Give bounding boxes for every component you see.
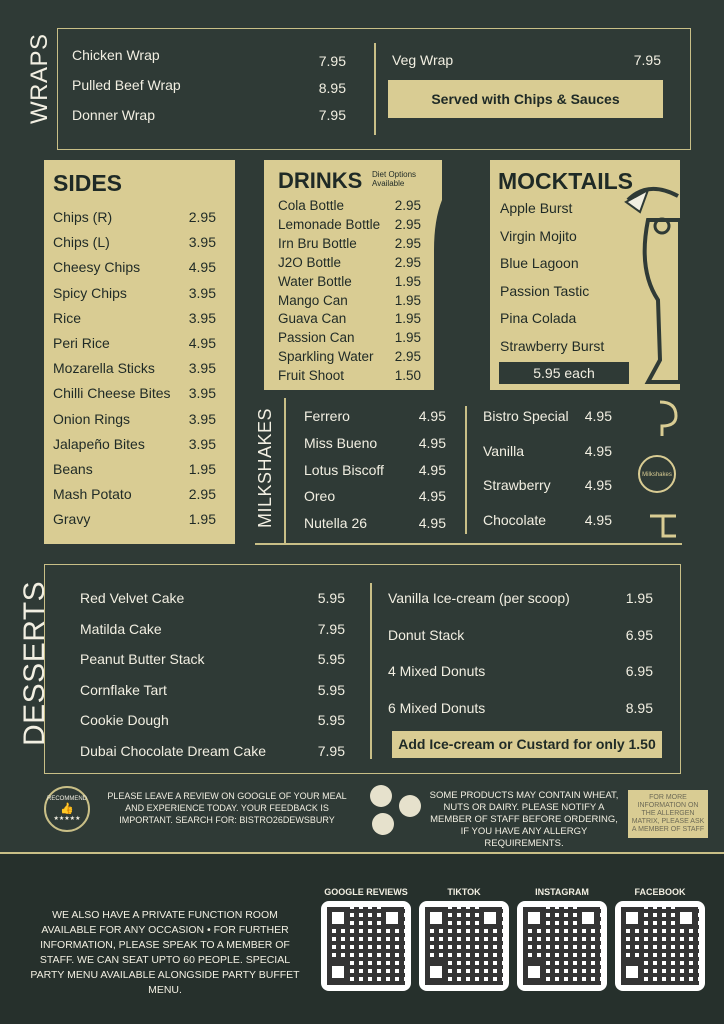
menu-item-name: Chips (R) xyxy=(53,209,113,225)
menu-item-price: 7.95 xyxy=(318,53,346,69)
function-room-text: WE ALSO HAVE A PRIVATE FUNCTION ROOM AVAILABLE FOR ANY OCCASION • FOR FURTHER INFORMATION, PLEASE SPEAK TO A MEMBER OF STAFF. WE CAN SEAT UPTO 60 PEOPLE. SPECIAL PARTY MENU AVAILABLE ALONGSIDE PARTY BUFFET MENU. xyxy=(30,909,300,996)
menu-item-name: Beans xyxy=(53,461,93,477)
menu-item-name: Strawberry xyxy=(483,477,551,493)
milkshakes-left-border xyxy=(284,398,286,544)
menu-item-name: Vanilla Ice-cream (per scoop) xyxy=(388,590,570,606)
menu-item-name: Blue Lagoon xyxy=(500,255,579,271)
sides-title: SIDES xyxy=(53,170,123,196)
milkshakes-bottom-border xyxy=(255,543,682,545)
desserts-section xyxy=(44,564,681,774)
menu-item-name: Red Velvet Cake xyxy=(80,590,185,606)
menu-item-price: 7.95 xyxy=(317,743,345,759)
qr-code-image xyxy=(615,901,705,991)
sides-section xyxy=(44,160,235,544)
qr-pattern xyxy=(621,907,699,985)
qr-finder xyxy=(425,961,447,983)
menu-item-price: 5.95 xyxy=(317,712,345,729)
menu-item-name: Irn Bru Bottle xyxy=(278,235,357,251)
column-divider xyxy=(374,43,376,135)
menu-item-name: Spicy Chips xyxy=(53,284,127,301)
menu-item-name: Water Bottle xyxy=(278,273,352,289)
menu-item-name: Passion Tastic xyxy=(500,282,590,299)
qr-code-image xyxy=(419,901,509,991)
menu-item-name: Miss Bueno xyxy=(304,434,378,451)
menu-item-name: Mango Can xyxy=(278,292,348,308)
menu-item-price: 7.95 xyxy=(633,52,661,68)
menu-item-price: 4.95 xyxy=(584,477,612,493)
qr-finder xyxy=(523,961,545,983)
menu-item-name: Cheesy Chips xyxy=(53,259,141,276)
recommend-badge-label: RECOMMEND xyxy=(47,796,87,802)
menu-item-price: 3.95 xyxy=(188,309,216,326)
menu-item-price: 4.95 xyxy=(418,461,446,478)
menu-item-price: 5.95 xyxy=(317,590,345,606)
menu-item-name: Dubai Chocolate Dream Cake xyxy=(80,743,266,759)
menu-item-price: 5.95 xyxy=(317,651,345,668)
menu-item-price: 1.95 xyxy=(394,330,421,346)
qr-pattern xyxy=(523,907,601,985)
menu-item-name: Oreo xyxy=(304,488,336,505)
menu-item-name: Mash Potato xyxy=(53,486,132,503)
qr-code-image xyxy=(321,901,411,991)
menu-item-name: Veg Wrap xyxy=(392,52,454,68)
menu-item-price: 2.95 xyxy=(394,349,421,365)
menu-item-price: 4.95 xyxy=(418,434,446,451)
menu-item-name: Jalapeño Bites xyxy=(53,435,145,452)
menu-item-name: Sparkling Water xyxy=(278,349,374,365)
wraps-note: Served with Chips & Sauces xyxy=(388,80,663,118)
menu-item-name: Donner Wrap xyxy=(72,107,156,123)
menu-item-price: 6.95 xyxy=(625,663,653,679)
milkshakes-title: MILKSHAKES xyxy=(255,407,275,528)
qr-pattern xyxy=(327,907,405,985)
menu-item-name: Apple Burst xyxy=(500,200,573,216)
menu-item-name: Peanut Butter Stack xyxy=(80,651,205,668)
review-text: PLEASE LEAVE A REVIEW ON GOOGLE OF YOUR MEAL AND EXPERIENCE TODAY. YOUR FEEDBACK IS IMPORTANT. SEARCH FOR: BISTRO26DEWSBURY xyxy=(107,791,347,825)
recommend-badge xyxy=(44,786,90,832)
menu-item-price: 4.95 xyxy=(584,408,612,424)
menu-item-name: Chilli Cheese Bites xyxy=(53,385,171,402)
menu-item-name: Strawberry Burst xyxy=(500,337,605,354)
menu-item-price: 3.95 xyxy=(188,360,216,377)
menu-item-name: Lotus Biscoff xyxy=(304,461,384,478)
drinks-title: DRINKS xyxy=(278,168,363,193)
menu-item-price: 1.95 xyxy=(188,461,216,477)
menu-item-price: 5.95 xyxy=(317,681,345,698)
menu-item-price: 2.95 xyxy=(188,486,216,503)
menu-item-price: 1.95 xyxy=(394,292,421,308)
menu-item-name: Mozarella Sticks xyxy=(53,360,155,377)
menu-item-price: 2.95 xyxy=(394,235,421,251)
allergy-text: SOME PRODUCTS MAY CONTAIN WHEAT, NUTS OR DAIRY. PLEASE NOTIFY A MEMBER OF STAFF BEFORE ORDERING, IF YOU HAVE ANY ALLERGY REQUIREMENTS. xyxy=(429,790,619,849)
menu-item-name: Cornflake Tart xyxy=(80,681,167,698)
menu-item-name: 4 Mixed Donuts xyxy=(388,663,486,679)
menu-item-name: Pina Colada xyxy=(500,310,577,326)
menu-item-name: Donut Stack xyxy=(388,626,465,643)
menu-item-price: 1.50 xyxy=(394,368,421,384)
qr-finder xyxy=(577,907,599,929)
column-divider xyxy=(370,583,372,759)
menu-item-price: 3.95 xyxy=(188,234,216,251)
qr-finder xyxy=(621,961,643,983)
menu-item-price: 4.95 xyxy=(418,515,446,532)
menu-item-price: 2.95 xyxy=(188,209,216,225)
menu-item-name: Matilda Cake xyxy=(80,620,162,637)
menu-item-name: Chocolate xyxy=(483,511,547,528)
menu-item-price: 1.95 xyxy=(188,511,216,528)
stars-icon: ★★★★★ xyxy=(53,816,81,822)
menu-item-name: Nutella 26 xyxy=(304,515,368,532)
qr-finder xyxy=(381,907,403,929)
thumbs-up-icon: 👍 xyxy=(60,803,74,815)
wraps-title: WRAPS xyxy=(26,33,53,124)
menu-item-price: 1.95 xyxy=(625,590,653,606)
menu-item-price: 8.95 xyxy=(318,80,346,96)
desserts-title: DESSERTS xyxy=(18,580,51,746)
menu-item-price: 1.95 xyxy=(394,273,421,289)
menu-item-name: Fruit Shoot xyxy=(278,368,345,384)
qr-label: INSTAGRAM xyxy=(535,887,589,897)
qr-label: FACEBOOK xyxy=(634,887,686,897)
menu-item-price: 3.95 xyxy=(188,284,216,301)
menu-item-name: Cola Bottle xyxy=(278,198,345,213)
menu-item-name: Lemonade Bottle xyxy=(278,216,381,232)
menu-item-name: Cookie Dough xyxy=(80,712,169,729)
menu-item-name: Rice xyxy=(53,309,82,326)
qr-finder xyxy=(479,907,501,929)
menu-item-price: 4.95 xyxy=(584,442,612,459)
drinks-note: Diet Options Available xyxy=(372,170,417,188)
qr-code-image xyxy=(517,901,607,991)
column-divider xyxy=(465,406,467,534)
cocktail-glass-icon xyxy=(618,160,680,390)
menu-item-name: Bistro Special xyxy=(483,408,569,424)
svg-text:Milkshakes: Milkshakes xyxy=(642,472,672,478)
menu-item-price: 1.95 xyxy=(394,311,421,327)
menu-item-name: Virgin Mojito xyxy=(500,227,577,244)
menu-item-name: Chips (L) xyxy=(53,234,110,251)
menu-item-name: Peri Rice xyxy=(53,335,110,351)
menu-item-name: Ferrero xyxy=(304,408,350,424)
menu-item-price: 6.95 xyxy=(625,626,653,643)
menu-item-price: 7.95 xyxy=(318,107,346,123)
menu-item-price: 4.95 xyxy=(418,488,446,505)
menu-item-price: 7.95 xyxy=(317,620,345,637)
qr-pattern xyxy=(425,907,503,985)
menu-item-price: 4.95 xyxy=(584,511,612,528)
menu-item-price: 2.95 xyxy=(394,254,421,270)
milk-icon xyxy=(399,795,421,817)
qr-finder xyxy=(327,907,349,929)
menu-item-name: Vanilla xyxy=(483,442,524,459)
menu-item-name: Onion Rings xyxy=(53,410,131,427)
qr-finder xyxy=(621,907,643,929)
desserts-note: Add Ice-cream or Custard for only 1.50 xyxy=(392,731,662,758)
nuts-icon xyxy=(372,813,394,835)
menu-item-name: Gravy xyxy=(53,511,91,528)
qr-label: GOOGLE REVIEWS xyxy=(324,887,408,897)
menu-item-price: 2.95 xyxy=(394,216,421,232)
menu-item-name: 6 Mixed Donuts xyxy=(388,699,486,716)
mocktails-title: MOCKTAILS xyxy=(498,168,634,194)
menu-item-price: 8.95 xyxy=(625,699,653,716)
menu-item-price: 4.95 xyxy=(188,335,216,351)
menu-item-price: 3.95 xyxy=(188,435,216,452)
menu-item-name: Guava Can xyxy=(278,311,347,327)
mocktails-section xyxy=(490,160,680,390)
menu-item-price: 4.95 xyxy=(418,408,446,424)
menu-item-name: J2O Bottle xyxy=(278,254,342,270)
menu-item-name: Chicken Wrap xyxy=(72,47,160,63)
qr-finder xyxy=(523,907,545,929)
menu-item-name: Passion Can xyxy=(278,330,355,346)
milkshake-glass-icon xyxy=(636,396,682,542)
qr-finder xyxy=(425,907,447,929)
mocktails-price: 5.95 each xyxy=(499,362,629,384)
drinks-section xyxy=(264,160,457,390)
wheat-icon xyxy=(370,785,392,807)
menu-item-price: 2.95 xyxy=(394,198,421,213)
footer xyxy=(0,854,724,1024)
qr-finder xyxy=(327,961,349,983)
qr-finder xyxy=(675,907,697,929)
bottle-icon xyxy=(430,160,458,390)
allergen-note: FOR MORE INFORMATION ON THE ALLERGEN MATRIX, PLEASE ASK A MEMBER OF STAFF xyxy=(628,790,708,838)
wraps-section xyxy=(57,28,691,150)
menu-item-price: 3.95 xyxy=(188,385,216,402)
menu-item-price: 3.95 xyxy=(188,410,216,427)
menu-item-name: Pulled Beef Wrap xyxy=(72,77,181,93)
qr-label: TIKTOK xyxy=(447,887,481,897)
menu-item-price: 4.95 xyxy=(188,259,216,276)
